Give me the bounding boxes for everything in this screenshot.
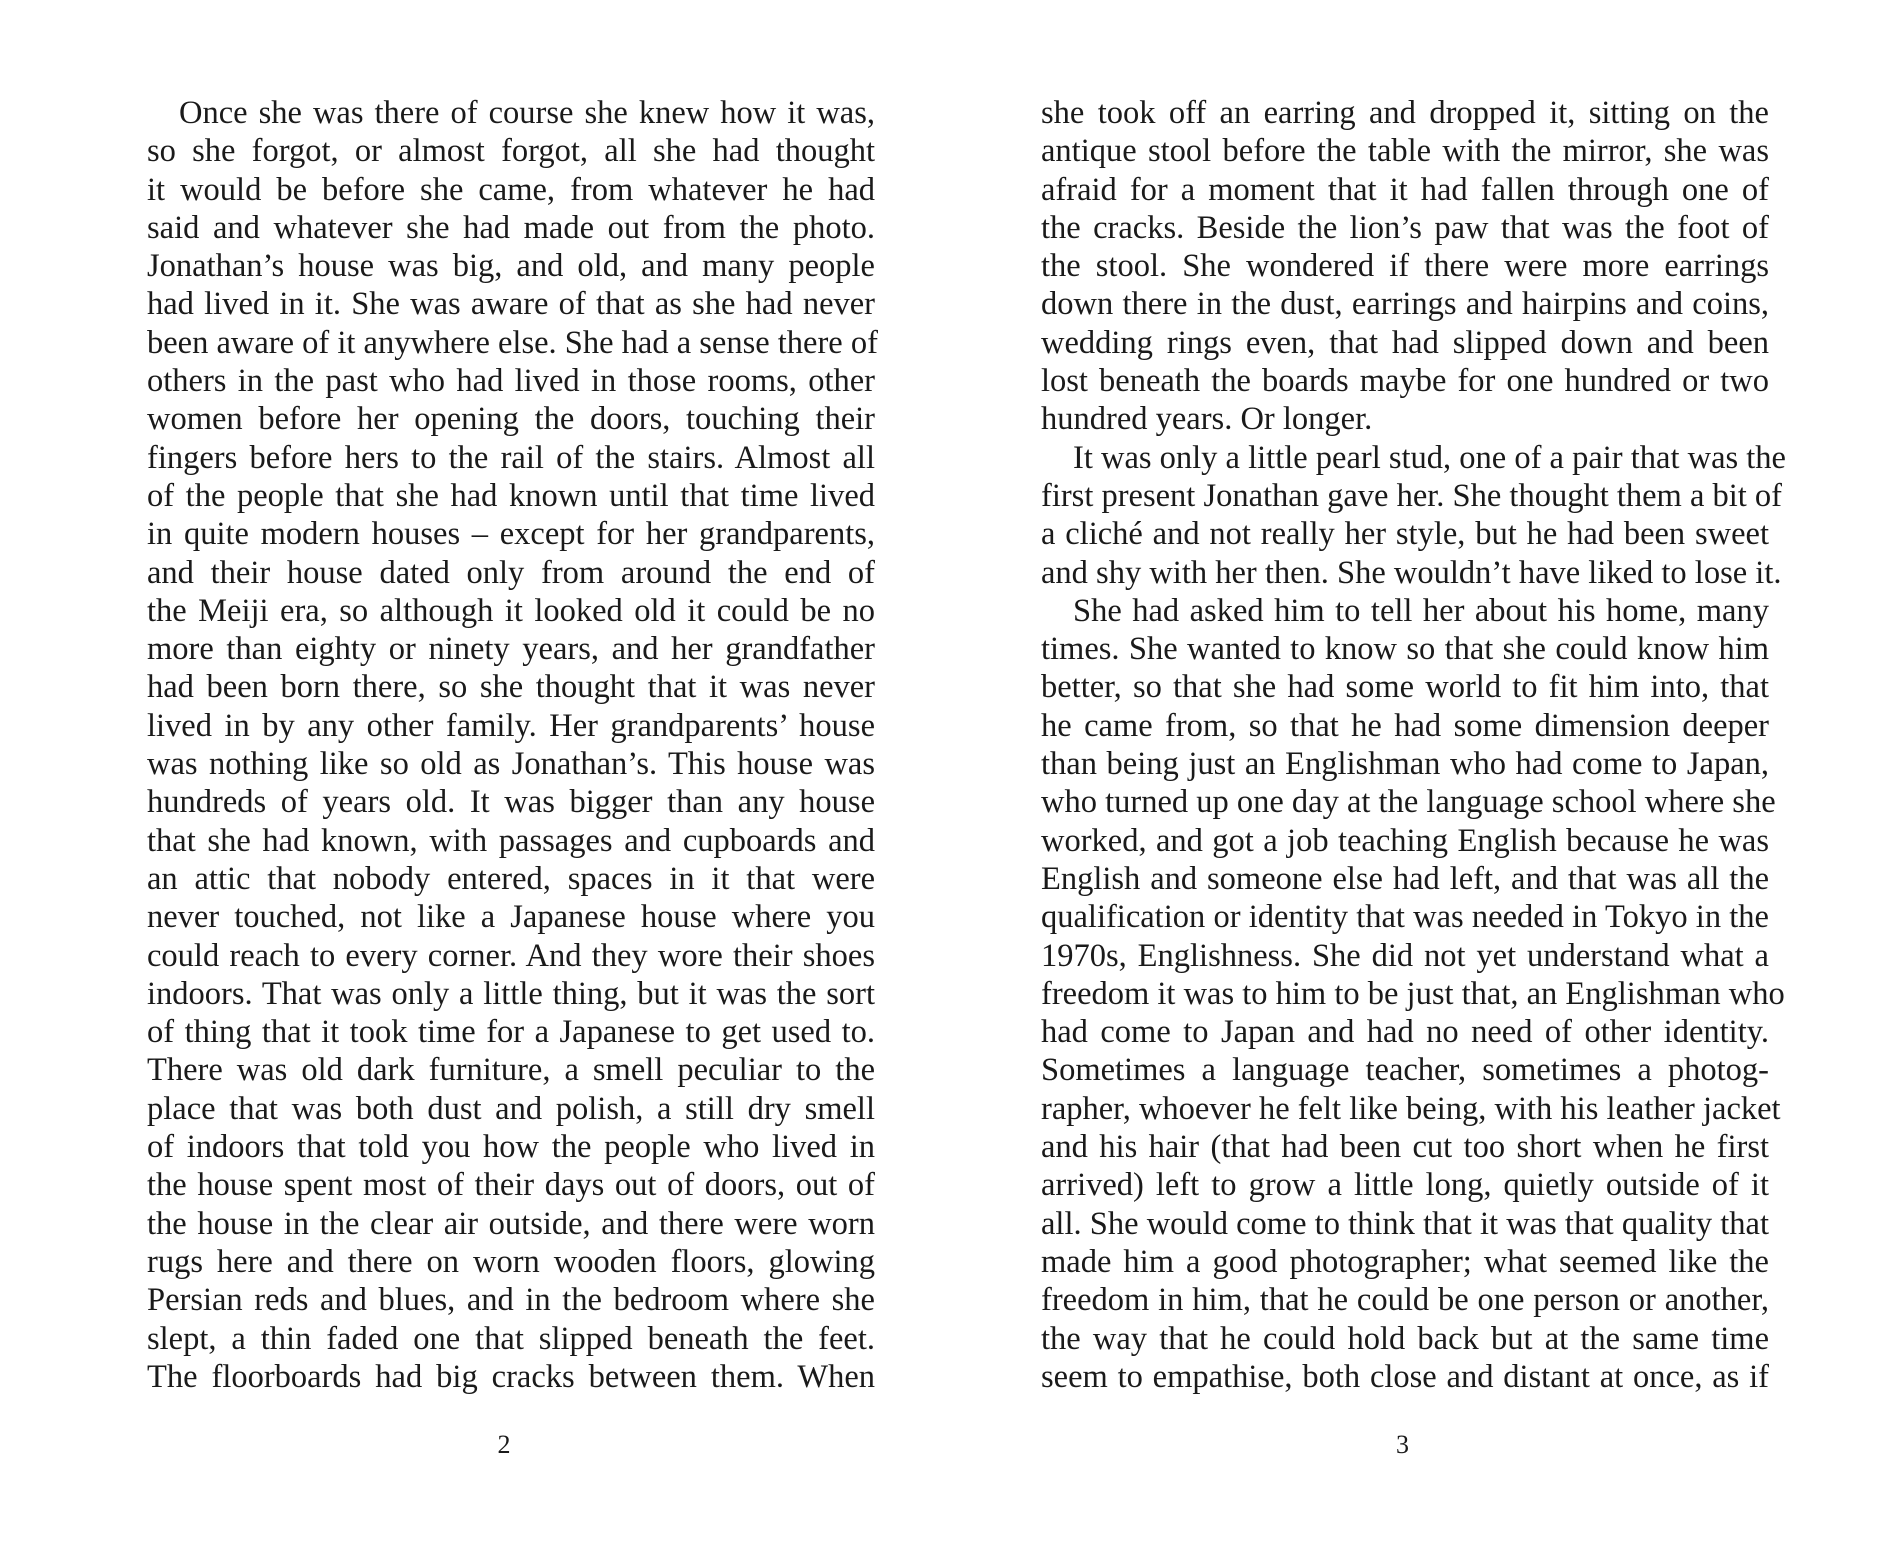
text-line: all. She would come to think that it was that quality that [1041,1205,1769,1242]
text-line: the house in the clear air outside, and there were worn [147,1205,875,1242]
text-line: better, so that she had some world to fit him into, that [1041,669,1769,706]
text-line: the house spent most of their days out of doors, out of [147,1167,875,1204]
text-line: There was old dark furniture, a smell peculiar to the [147,1052,875,1089]
text-line: She had asked him to tell her about his home, many [1073,592,1769,629]
text-line: and their house dated only from around the end of [147,554,875,591]
text-line: fingers before hers to the rail of the stairs. Almost all [147,439,875,476]
text-line: had been born there, so she thought that it was never [147,669,875,706]
text-line: Persian reds and blues, and in the bedroom where she [147,1282,875,1319]
text-line: afraid for a moment that it had fallen through one of [1041,171,1769,208]
text-line: rugs here and there on worn wooden floors, glowing [147,1243,875,1280]
text-line: been aware of it anywhere else. She had a sense there of [147,324,878,361]
text-line: hundred years. Or longer. [1041,401,1373,438]
text-line: Once she was there of course she knew how it was, [179,95,875,131]
text-line: of the people that she had known until that time lived [147,477,875,514]
text-line: and shy with her then. She wouldn’t have liked to lose it. [1041,554,1782,591]
text-line: the Meiji era, so although it looked old it could be no [147,592,875,629]
text-line: he came from, so that he had some dimension deeper [1041,707,1769,744]
text-line: the way that he could hold back but at the same time [1041,1320,1769,1357]
text-line: antique stool before the table with the mirror, she was [1041,133,1769,170]
text-line: so she forgot, or almost forgot, all she had thought [147,133,875,170]
text-line: times. She wanted to know so that she could know him [1041,631,1769,668]
text-line: first present Jonathan gave her. She thought them a bit of [1041,477,1783,514]
left-page-text [147,94,878,1396]
text-line: in quite modern houses – except for her grandparents, [147,516,875,553]
text-line: said and whatever she had made out from the photo. [147,209,875,246]
text-line: indoors. That was only a little thing, but it was the sort [147,975,875,1012]
text-line: women before her opening the doors, touching their [147,401,875,438]
text-line: that she had known, with passages and cupboards and [147,822,875,859]
text-line: slept, a thin faded one that slipped beneath the feet. [147,1320,875,1357]
right-page-number: 3 [1396,1430,1410,1459]
text-line: qualification or identity that was needed in Tokyo in the [1041,899,1769,936]
text-line: worked, and got a job teaching English because he was [1041,822,1769,859]
text-line: could reach to every corner. And they wore their shoes [147,937,875,974]
text-line: 1970s, Englishness. She did not yet understand what a [1041,937,1769,974]
text-line: arrived) left to grow a little long, quietly outside of it [1041,1167,1769,1204]
text-line: of thing that it took time for a Japanese to get used to. [147,1014,875,1051]
text-line: more than eighty or ninety years, and her grandfather [147,631,875,668]
text-line: it would be before she came, from whatever he had [147,171,875,208]
text-line: English and someone else had left, and that was all the [1041,860,1769,897]
text-line: and his hair (that had been cut too short when he first [1041,1129,1769,1166]
text-line: rapher, whoever he felt like being, with his leather jacket [1041,1090,1781,1127]
text-line: freedom in him, that he could be one person or another, [1041,1282,1769,1319]
text-line: Sometimes a language teacher, sometimes a photog- [1041,1052,1769,1089]
text-line: lost beneath the boards maybe for one hundred or two [1041,363,1769,400]
text-line: the stool. She wondered if there were more earrings [1041,248,1769,285]
text-line: lived in by any other family. Her grandparents’ house [147,707,875,744]
text-line: others in the past who had lived in those rooms, other [147,363,875,400]
text-line: made him a good photographer; what seemed like the [1041,1243,1769,1280]
text-line: she took off an earring and dropped it, sitting on the [1041,95,1769,131]
text-line: had come to Japan and had no need of other identity. [1041,1014,1769,1051]
text-line: had lived in it. She was aware of that as she had never [147,286,875,323]
text-line: place that was both dust and polish, a still dry smell [147,1090,875,1127]
text-line: hundreds of years old. It was bigger than any house [147,784,875,821]
text-line: was nothing like so old as Jonathan’s. This house was [147,746,875,783]
text-line: The floorboards had big cracks between them. When [147,1358,875,1395]
text-line: It was only a little pearl stud, one of a pair that was the [1073,439,1786,476]
text-line: an attic that nobody entered, spaces in it that were [147,860,875,897]
text-line: a cliché and not really her style, but he had been sweet [1041,516,1769,553]
text-line: than being just an Englishman who had come to Japan, [1041,746,1769,783]
text-line: down there in the dust, earrings and hairpins and coins, [1041,286,1769,323]
text-line: freedom it was to him to be just that, an Englishman who [1041,975,1785,1012]
text-line: Jonathan’s house was big, and old, and many people [147,248,875,285]
text-line: never touched, not like a Japanese house where you [147,899,875,936]
text-line: wedding rings even, that had slipped down and been [1041,324,1769,361]
text-line: seem to empathise, both close and distant at once, as if [1041,1358,1769,1395]
right-page [945,0,1890,1546]
text-line: of indoors that told you how the people who lived in [147,1129,875,1166]
text-line: who turned up one day at the language school where she [1041,784,1776,821]
text-line: the cracks. Beside the lion’s paw that was the foot of [1041,209,1769,246]
left-page-number: 2 [497,1430,512,1459]
right-page-text [1041,94,1786,1396]
